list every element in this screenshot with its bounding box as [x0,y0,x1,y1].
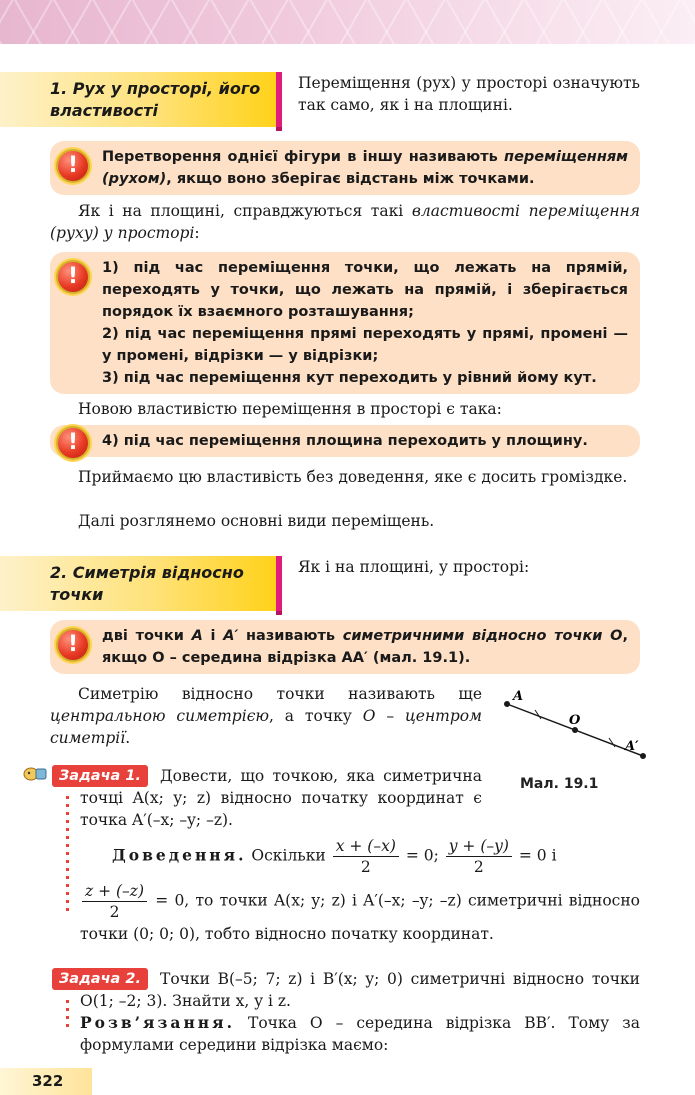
task-2-text: Точки B(–5; 7; z) і B′(x; y; 0) симетричні відносно точки O(1; –2; 3). Знайти x, y і z. [80,970,640,1010]
task-1-label: Задача 1. [52,765,148,787]
point-a [504,701,510,707]
property-note-4: ! 4) під час переміщення площина переходить у площину. [50,425,640,457]
property-item-2: 2) під час переміщення прямі переходять у прямі, промені — у промені, відрізки — у відрізки; [102,326,628,364]
task-2-label: Задача 2. [52,968,148,990]
paragraph-accept: Приймаємо цю властивість без доведення, яке є досить громіздке. [78,468,628,486]
paragraph-properties-intro: Як і на площині, справджуються такі властивості переміщення (руху) у просторі: [50,202,641,242]
paragraph-next: Далі розглянемо основні види переміщень. [78,512,435,530]
page-number: 322 [0,1068,92,1095]
figure-caption: Мал. 19.1 [520,776,599,792]
property-item-1: 1) під час переміщення точки, що лежать на прямій, переходять у точки, що лежать на прямій, і зберігається порядок їх взаємного розташування; [102,260,628,320]
exclamation-icon: ! [56,149,90,183]
task-2-dots [66,1000,69,1028]
top-banner [0,0,695,44]
task-1-dots [66,796,69,916]
task-2-solution: Розв’язання. Точка O – середина відрізка BB′. Тому за формулами середини відрізка маємо: [80,1013,640,1054]
section-1-title: 1. Рух у просторі, його властивості [50,79,261,120]
fraction-x: $\frac{x + (-x)}{2}$ [333,836,399,877]
figure-19-1 [495,684,655,774]
exclamation-icon: ! [56,260,90,294]
label-a-prime: A′ [625,739,639,754]
section-2-heading [0,556,282,611]
term-center: центром симетрії [50,707,482,747]
exclamation-icon: ! [56,628,90,662]
term-central-symmetry: центральною симетрією [50,707,270,725]
term-symmetric: симетричними відносно точки O [342,628,623,644]
section-1-heading [0,72,282,127]
paragraph-central-symmetry: Симетрію відносно точки називають ще центральною симетрією, а точку O – центром симетрії. [50,685,482,747]
section-2-intro: Як і на площині, у просторі: [298,558,530,576]
section-2-title: 2. Симетрія відносно точки [50,563,244,604]
solution-word: Розв’язання. [80,1013,235,1032]
term-properties: властивості переміщення (руху) у просторі [50,202,641,242]
task-1-proof: Доведення. Оскільки $\frac{x + (-x)}{2}$ = 0; $\frac{y + (-y)}{2}$ = 0 і $\frac{z + (-z)}{2}$ = 0, то точки A(x; y; z) і A′(–x; –y; –z) симетричні відносно точки (0; 0; 0), тобто відносно початку координат. [80,837,641,943]
proof-word: Доведення. [112,845,247,865]
exclamation-icon: ! [56,426,90,460]
reader-icon [22,765,48,783]
definition-note-2: ! дві точки A і A′ називають симетричними відносно точки O, якщо O – середина відрізка AA′ (мал. 19.1). [50,620,640,674]
property-item-3: 3) під час переміщення кут переходить у рівний йому кут. [102,370,597,386]
fraction-z: $\frac{z + (-z)}{2}$ [82,881,147,922]
properties-note [50,252,640,394]
section-1-intro: Переміщення (рух) у просторі означують так само, як і на площині. [298,74,640,114]
definition-note-1: ! Перетворення однієї фігури в іншу називають переміщенням (рухом), якщо воно зберігає відстань між точками. [50,141,640,195]
label-o: O [569,713,581,728]
point-a-prime [640,753,646,759]
paragraph-new-property: Новою властивістю переміщення в просторі є така: [78,400,502,418]
fraction-y: $\frac{y + (-y)}{2}$ [446,836,512,877]
term-movement: переміщенням (рухом) [102,149,628,187]
task-1-text: Довести, що точкою, яка симетрична точці A(x; y; z) відносно початку координат є точка A′(–x; –y; –z). [80,767,482,829]
label-a: A [513,689,524,704]
